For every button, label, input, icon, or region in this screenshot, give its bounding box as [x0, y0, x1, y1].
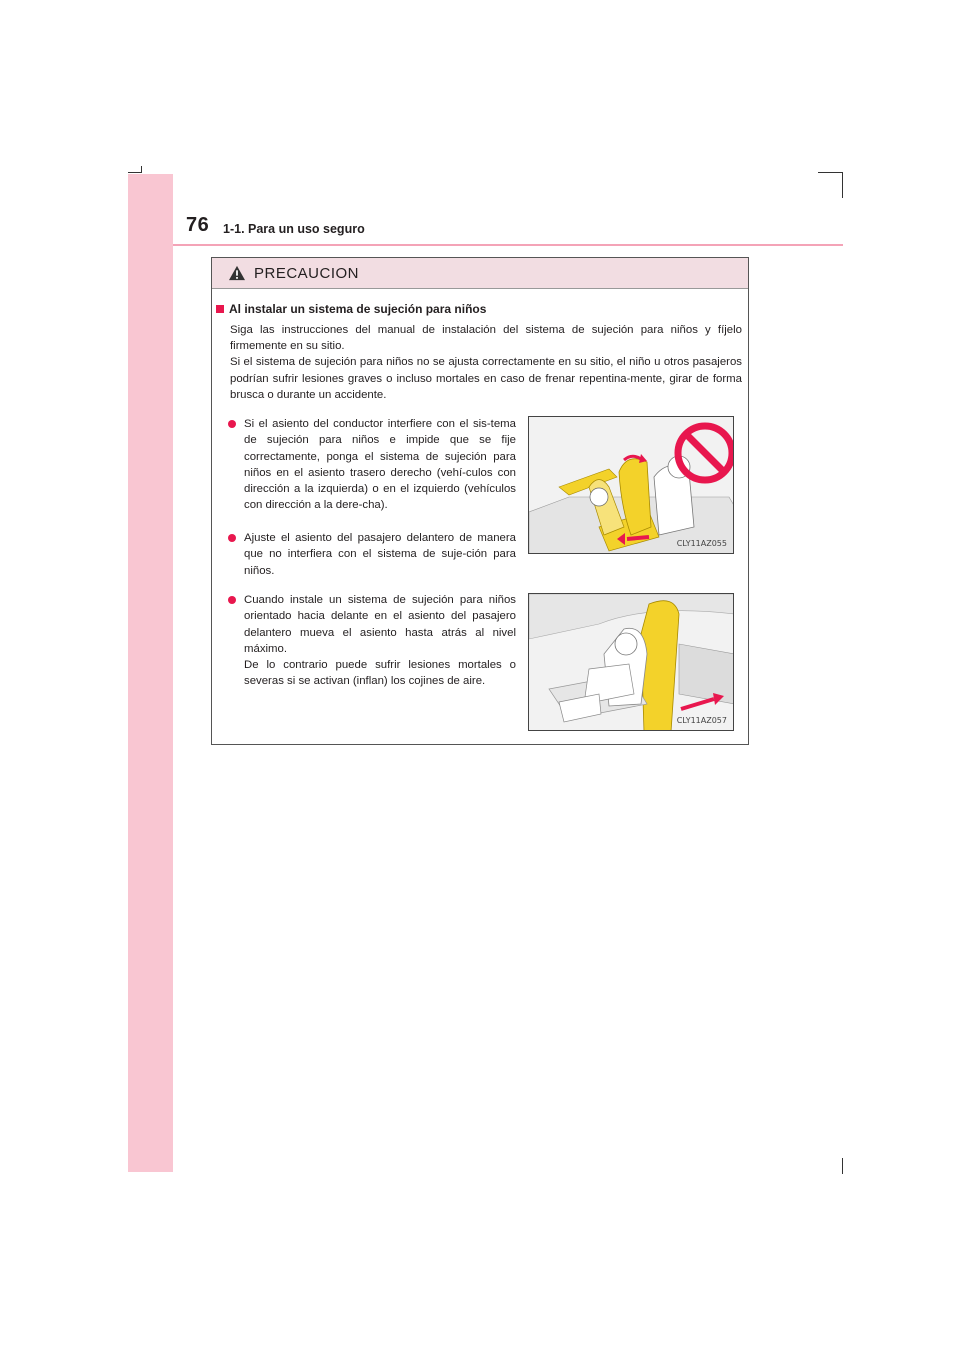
square-bullet-icon — [216, 305, 224, 313]
caution-box — [211, 257, 749, 745]
caution-subheading — [216, 302, 486, 316]
bullet-text: Si el asiento del conductor interfiere con el sis-tema de sujeción para niños e impide que se fije correctamente, ponga el sistema de sujeción para niños en el asiento trasero derecho (vehí-culos con dirección a la izquierda) o en el izquierdo (vehículos con dirección a la dere-cha). — [244, 418, 516, 512]
bullet-dot-icon — [228, 420, 236, 428]
warning-triangle-icon — [228, 265, 246, 281]
forward-facing-seat-illustration — [529, 594, 734, 731]
figure-seat-moved-back — [528, 593, 734, 731]
paragraph-2: Si el sistema de sujeción para niños no se ajusta correctamente en su sitio, el niño u otros pasajeros podrían sufrir lesiones graves o incluso mortales en caso de frenar repentina-mente, girar de forma brusca o durante un accidente. — [230, 356, 742, 401]
crop-mark-top-left — [128, 172, 142, 173]
crop-mark-top-right — [818, 172, 843, 173]
page-number: 76 — [186, 214, 210, 236]
caution-paragraph — [230, 322, 742, 403]
bullet-text: Ajuste el asiento del pasajero delantero de manera que no interfiera con el sistema de suje-ción para niños. — [244, 532, 516, 577]
crop-mark-bottom-right — [842, 1158, 843, 1174]
figure-label: CLY11AZ055 — [676, 539, 727, 548]
bullet-dot-icon — [228, 596, 236, 604]
figure-label: CLY11AZ057 — [676, 716, 727, 725]
bullet-text-continued: De lo contrario puede sufrir lesiones mortales o severas si se activan (inflan) los cojines de aire. — [244, 659, 516, 688]
header-rule — [173, 244, 843, 246]
crop-mark-top-right-vertical — [842, 172, 843, 198]
child-seat-illustration — [529, 417, 734, 554]
bullet-dot-icon — [228, 534, 236, 542]
section-title: 1-1. Para un uso seguro — [223, 222, 365, 236]
figure-child-seat-interference — [528, 416, 734, 554]
bullet-item-1 — [226, 416, 516, 514]
bullet-item-3 — [226, 592, 516, 690]
caution-title: PRECAUCION — [254, 264, 360, 282]
bullet-item-2 — [226, 530, 516, 579]
subheading-text: Al instalar un sistema de sujeción para niños — [229, 302, 487, 316]
crop-mark-top-left-vertical — [141, 166, 142, 173]
caution-header — [212, 258, 748, 289]
side-tab-band — [128, 174, 173, 1172]
paragraph-1: Siga las instrucciones del manual de instalación del sistema de sujeción para niños y fíjelo firmemente en su sitio. — [230, 324, 742, 353]
bullet-text: Cuando instale un sistema de sujeción para niños orientado hacia delante en el asiento del pasajero delantero mueva el asiento hasta atrás al nivel máximo. — [244, 594, 516, 655]
